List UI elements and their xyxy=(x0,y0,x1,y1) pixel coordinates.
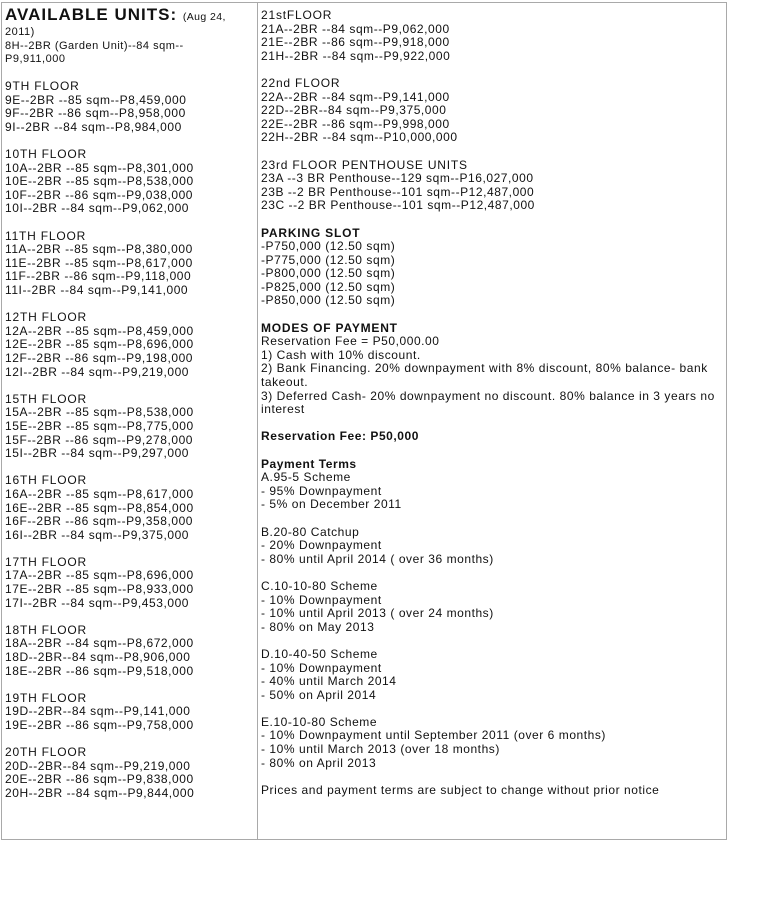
floor-section xyxy=(5,311,257,379)
unit-line: 19E--2BR --86 sqm--P9,758,000 xyxy=(5,718,194,732)
unit-line: 17I--2BR --84 sqm--P9,453,000 xyxy=(5,595,190,610)
title-date-cont: 2011) xyxy=(5,26,35,38)
payment-option: 1) Cash with 10% discount. xyxy=(261,347,421,362)
unit-line: 9I--2BR --84 sqm--P8,984,000 xyxy=(5,119,182,134)
scheme-line: - 5% on December 2011 xyxy=(261,497,402,512)
floor-section xyxy=(5,148,257,216)
unit-line: 19D--2BR--84 sqm--P9,141,000 xyxy=(5,704,191,719)
unit-line: 9E--2BR --85 sqm--P8,459,000 xyxy=(5,92,187,107)
unit-line: 21E--2BR --86 sqm--P9,918,000 xyxy=(261,35,450,50)
reservation-fee-line: Reservation Fee = P50,000.00 xyxy=(261,334,440,349)
floor-title: 22nd FLOOR xyxy=(261,75,341,90)
unit-line: 12A--2BR --85 sqm--P8,459,000 xyxy=(5,323,194,338)
scheme-name: C.10-10-80 Scheme xyxy=(261,578,378,593)
floor-section xyxy=(5,393,257,461)
scheme-line: - 10% Downpayment until September 2011 (over 6 months) xyxy=(261,728,606,743)
parking-item: -P850,000 (12.50 sqm) xyxy=(261,293,396,308)
unit-line: 16F--2BR --86 sqm--P9,358,000 xyxy=(5,514,194,529)
floor-title: 21stFLOOR xyxy=(261,8,333,22)
floor-title: 20TH FLOOR xyxy=(5,745,88,760)
scheme-line: - 10% until April 2013 ( over 24 months) xyxy=(261,606,494,621)
floor-title: 12TH FLOOR xyxy=(5,310,88,325)
scheme-name: A.95-5 Scheme xyxy=(261,470,351,485)
unit-line: 22D--2BR--84 sqm--P9,375,000 xyxy=(261,103,447,118)
parking-item: -P800,000 (12.50 sqm) xyxy=(261,266,396,281)
floor-section xyxy=(5,624,257,678)
scheme-line: - 80% until April 2014 ( over 36 months) xyxy=(261,551,494,566)
scheme-line: - 20% Downpayment xyxy=(261,538,382,553)
unit-line: 21A--2BR --84 sqm--P9,062,000 xyxy=(261,21,450,36)
scheme-name: D.10-40-50 Scheme xyxy=(261,646,378,661)
floor-section xyxy=(261,159,722,213)
scheme-name: B.20-80 Catchup xyxy=(261,524,360,539)
payment-schemes xyxy=(261,471,722,770)
left-column xyxy=(2,3,258,839)
payment-scheme xyxy=(261,580,722,634)
parking-section xyxy=(261,227,722,309)
parking-item: -P775,000 (12.50 sqm) xyxy=(261,252,396,267)
page-title xyxy=(5,6,257,26)
unit-line: 12I--2BR --84 sqm--P9,219,000 xyxy=(5,364,190,379)
unit-line: 11F--2BR --86 sqm--P9,118,000 xyxy=(5,269,192,284)
floor-title: 19TH FLOOR xyxy=(5,690,88,705)
unit-line: 15I--2BR --84 sqm--P9,297,000 xyxy=(5,446,190,461)
payment-terms-title: Payment Terms xyxy=(261,456,357,471)
payment-option: 2) Bank Financing. 20% downpayment with 8% discount, 80% balance- bank takeout. xyxy=(261,361,708,390)
floor-section xyxy=(261,77,722,145)
floor-title: 17TH FLOOR xyxy=(5,554,88,569)
floor-section xyxy=(261,9,722,63)
unit-line: 18E--2BR --86 sqm--P9,518,000 xyxy=(5,663,194,678)
unit-line: 15F--2BR --86 sqm--P9,278,000 xyxy=(5,432,194,447)
parking-title: PARKING SLOT xyxy=(261,225,361,240)
unit-line: 16E--2BR --85 sqm--P8,854,000 xyxy=(5,500,194,515)
unit-line: 15A--2BR --85 sqm--P8,538,000 xyxy=(5,405,194,420)
unit-line: 22H--2BR --84 sqm--P10,000,000 xyxy=(261,130,458,145)
scheme-line: - 10% Downpayment xyxy=(261,592,382,607)
unit-line: 18A--2BR --84 sqm--P8,672,000 xyxy=(5,636,194,651)
unit-line: 20H--2BR --84 sqm--P9,844,000 xyxy=(5,785,195,800)
title-block xyxy=(5,6,257,67)
payment-terms-section xyxy=(261,458,722,771)
scheme-line: - 40% until March 2014 xyxy=(261,674,397,689)
scheme-line: - 50% on April 2014 xyxy=(261,687,377,702)
unit-line: 17E--2BR --85 sqm--P8,933,000 xyxy=(5,582,194,597)
parking-item: -P750,000 (12.50 sqm) xyxy=(261,239,396,254)
floor-title: 16TH FLOOR xyxy=(5,473,88,488)
parking-items xyxy=(261,240,722,308)
unit-line: 22A--2BR --84 sqm--P9,141,000 xyxy=(261,89,450,104)
reservation-fee-bold: Reservation Fee: P50,000 xyxy=(261,429,419,444)
payment-modes-section xyxy=(261,322,722,417)
unit-line: 18D--2BR--84 sqm--P8,906,000 xyxy=(5,650,191,665)
payment-scheme xyxy=(261,716,722,770)
unit-line: 23C --2 BR Penthouse--101 sqm--P12,487,000 xyxy=(261,198,535,213)
unit-line: 11I--2BR --84 sqm--P9,141,000 xyxy=(5,283,189,297)
payment-options xyxy=(261,349,722,417)
floor-section xyxy=(5,80,257,134)
unit-line: 15E--2BR --85 sqm--P8,775,000 xyxy=(5,418,194,433)
unit-line: 16I--2BR --84 sqm--P9,375,000 xyxy=(5,527,190,542)
right-column xyxy=(258,3,726,839)
left-floor-list xyxy=(5,80,257,800)
floor-title: 9TH FLOOR xyxy=(5,79,80,94)
floor-section xyxy=(5,230,257,298)
unit-line: 10I--2BR --84 sqm--P9,062,000 xyxy=(5,201,190,216)
unit-line: 12F--2BR --86 sqm--P9,198,000 xyxy=(5,350,194,365)
unit-line: 23B --2 BR Penthouse--101 sqm--P12,487,000 xyxy=(261,184,535,199)
unit-line: 12E--2BR --85 sqm--P8,696,000 xyxy=(5,337,194,352)
title-text: AVAILABLE UNITS: xyxy=(5,5,178,24)
floor-section xyxy=(5,556,257,610)
garden-unit-line1: 8H--2BR (Garden Unit)--84 sqm-- xyxy=(5,39,184,52)
scheme-line: - 80% on April 2013 xyxy=(261,755,377,770)
unit-line: 9F--2BR --86 sqm--P8,958,000 xyxy=(5,106,186,121)
floor-section xyxy=(5,692,257,733)
floor-title: 18TH FLOOR xyxy=(5,622,88,637)
floor-title: 15TH FLOOR xyxy=(5,391,88,406)
unit-line: 17A--2BR --85 sqm--P8,696,000 xyxy=(5,568,194,583)
payment-option: 3) Deferred Cash- 20% downpayment no discount. 80% balance in 3 years no interest xyxy=(261,388,715,417)
unit-line: 16A--2BR --85 sqm--P8,617,000 xyxy=(5,486,194,501)
floor-title: 23rd FLOOR PENTHOUSE UNITS xyxy=(261,157,468,172)
right-floor-list xyxy=(261,9,722,213)
unit-line: 20E--2BR --86 sqm--P9,838,000 xyxy=(5,772,194,787)
scheme-line: - 10% until March 2013 (over 18 months) xyxy=(261,742,500,757)
floor-section xyxy=(5,746,257,800)
listing-table xyxy=(1,2,727,840)
unit-line: 21H--2BR --84 sqm--P9,922,000 xyxy=(261,48,451,63)
scheme-line: - 10% Downpayment xyxy=(261,660,382,675)
floor-title: 11TH FLOOR xyxy=(5,228,87,243)
garden-unit-line2: P9,911,000 xyxy=(5,53,66,65)
title-date: (Aug 24, xyxy=(182,11,226,23)
scheme-name: E.10-10-80 Scheme xyxy=(261,714,378,729)
payment-scheme xyxy=(261,526,722,567)
payment-scheme xyxy=(261,648,722,702)
floor-title: 10TH FLOOR xyxy=(5,147,88,162)
parking-item: -P825,000 (12.50 sqm) xyxy=(261,279,396,294)
unit-line: 11A--2BR --85 sqm--P8,380,000 xyxy=(5,242,193,257)
unit-line: 10F--2BR --86 sqm--P9,038,000 xyxy=(5,187,194,202)
disclaimer: Prices and payment terms are subject to change without prior notice xyxy=(261,782,660,797)
unit-line: 10E--2BR --85 sqm--P8,538,000 xyxy=(5,174,194,189)
unit-line: 11E--2BR --85 sqm--P8,617,000 xyxy=(5,255,193,270)
unit-line: 20D--2BR--84 sqm--P9,219,000 xyxy=(5,758,191,773)
payment-scheme xyxy=(261,471,722,512)
scheme-line: - 80% on May 2013 xyxy=(261,619,375,634)
scheme-line: - 95% Downpayment xyxy=(261,483,382,498)
unit-line: 23A --3 BR Penthouse--129 sqm--P16,027,000 xyxy=(261,171,534,186)
unit-line: 22E--2BR --86 sqm--P9,998,000 xyxy=(261,116,450,131)
floor-section xyxy=(5,474,257,542)
unit-line: 10A--2BR --85 sqm--P8,301,000 xyxy=(5,160,194,175)
payment-modes-title: MODES OF PAYMENT xyxy=(261,320,398,335)
